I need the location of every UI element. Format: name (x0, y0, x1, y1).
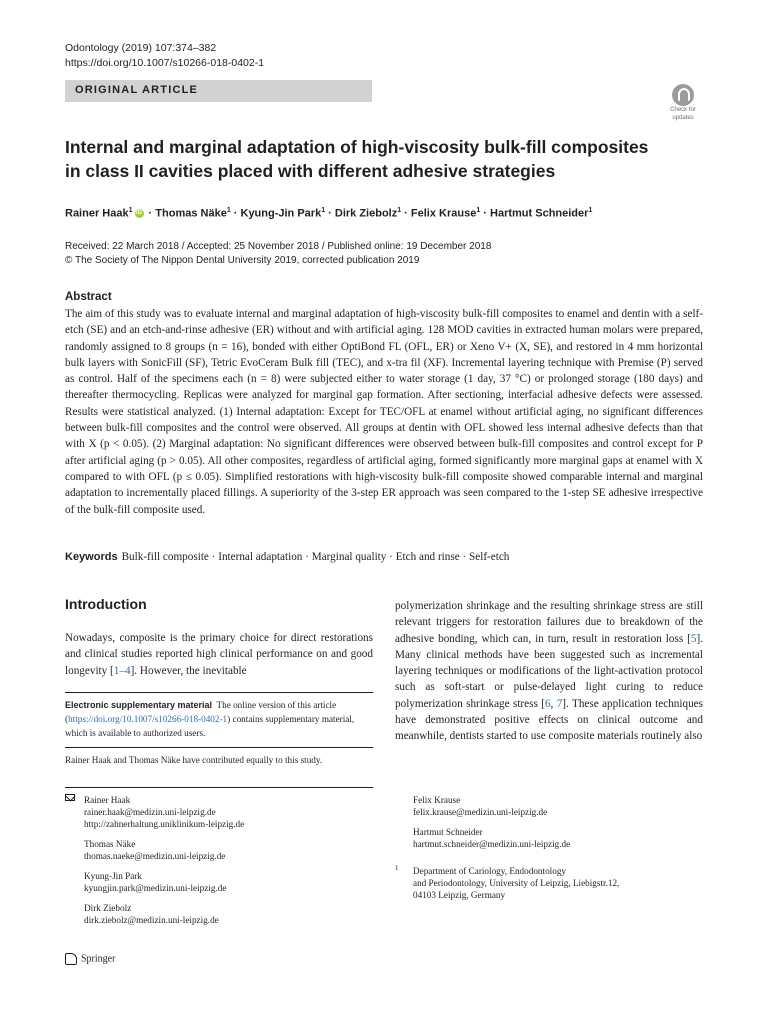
contact-name: Hartmut Schneider (413, 827, 483, 837)
orcid-icon[interactable]: iD (136, 210, 142, 217)
intro-text: ]. However, the inevitable (130, 664, 247, 677)
article-title (65, 135, 705, 183)
dates-line1: Received: 22 March 2018 / Accepted: 25 November 2018 / Published online: 19 December 2018 (65, 241, 492, 252)
contact-item (84, 794, 374, 830)
citation-link[interactable]: 5 (690, 632, 697, 645)
introduction-heading: Introduction (65, 596, 147, 612)
intro-text: ]. These application techniques have demonstrated positive effects on clinical outcome and meanwhile, dentists started to use composite materials routinely also (395, 697, 703, 743)
contact-item (413, 794, 703, 818)
author-affiliation: 1 (397, 207, 402, 214)
abstract-heading: Abstract (65, 291, 112, 303)
contact-item (84, 870, 374, 894)
publisher-name: Springer (81, 953, 116, 965)
intro-text: ]. Many clinical methods have been suggested such as incremental layering techniques or modifications of the light-activation protocol such as soft-start or pulse-delayed light curing to reduce polymerization shrinkage stress [ (395, 632, 703, 710)
contact-name: Kyung-Jin Park (84, 871, 142, 881)
supplementary-material-note (65, 698, 373, 740)
badge-line1: Check for (670, 107, 696, 113)
author-name[interactable]: Felix Krause (410, 207, 477, 220)
footnote-divider (65, 747, 373, 748)
journal-citation: Odontology (2019) 107:374–382 (65, 42, 217, 54)
affiliation-line2: and Periodontology, University of Leipzig, Liebigstr.12, (413, 878, 620, 888)
article-type-label: ORIGINAL ARTICLE (75, 84, 199, 96)
keywords-label: Keywords (65, 551, 118, 563)
badge-line2: updates (672, 114, 694, 121)
author-name[interactable]: Hartmut Schneider (490, 207, 589, 220)
introduction-left-column (65, 630, 373, 679)
publication-dates (65, 240, 491, 268)
contact-item (84, 902, 374, 926)
contact-name: Felix Krause (413, 795, 461, 805)
publisher-footer (65, 953, 115, 965)
springer-logo-icon (65, 953, 77, 965)
esm-label: Electronic supplementary material (65, 700, 213, 710)
author-name[interactable]: Rainer Haak (65, 207, 129, 220)
contact-email[interactable]: kyungjin.park@medizin.uni-leipzig.de (84, 883, 227, 893)
author-affiliation: 1 (476, 207, 481, 214)
contact-url[interactable]: http://zahnerhaltung.uniklinikum-leipzig.de (84, 819, 245, 829)
abstract-text: The aim of this study was to evaluate internal and marginal adaptation of high-viscosity bulk-fill composites to enamel and dentin with a self-etch (SE) and an etch-and-rinse adhesive (ER) without and with artificial aging. 128 MOD cavities in extracted human molars were prepared, randomly assigned to 8 groups (n = 16), bonded with either OptiBond FL (OFL, ER) or Xeno V+ (X, SE), and restored in 4 mm horizontal bulk layers with SonicFill (SF), Tetric EvoCeram Bulk fill (TEC), and x-tra fil (XF). Incremental layering technique with Premise (P) served as control. Half of the specimens each (n = 8) were subjected either to water storage (1 day, 37 °C) or prolonged storage (180 days) and thereafter thermocycling. Replicas were analyzed for marginal gap formation. After sectioning, interfacial adhesive defects were assessed. Results were statistical analyzed. (1) Internal adaptation: Except for TEC/OFL at enamel without artificial aging, no significant differences between bulk-fill composites and the control were observed. All groups at dentin with OFL showed less internal adhesive defects than that with X (p < 0.05). (2) Marginal adaptation: No significant differences were observed between bulk-fill composites and control except for P after artificial aging (p > 0.05). All other composites, regardless of artificial aging, formed significantly more marginal gaps at enamel with X compared to with OFL (p ≤ 0.05). Simplified restorations with high-viscosity bulk-fill composite showed comparable internal and marginal adaptation to incrementally placed fillings. A superiority of the 3-step ER approach was seen compared to the 1-step SE adhesive irrespective of the bulk-fill composite used. (65, 308, 703, 516)
intro-text: , (550, 697, 557, 710)
contact-item (84, 838, 374, 862)
author-affiliation: 1 (226, 207, 231, 214)
contact-email[interactable]: rainer.haak@medizin.uni-leipzig.de (84, 807, 216, 817)
journal-doi[interactable]: https://doi.org/10.1007/s10266-018-0402-1 (65, 57, 265, 69)
citation-link[interactable]: 7 (556, 697, 563, 710)
author-name[interactable]: Thomas Näke (155, 207, 227, 220)
author-list: Rainer Haak$^1$ iD · Thomas Näke$^1$ · Kyung-Jin Park$^1$ · Dirk Ziebolz$^1$ · Felix Krause$^1$ · Hartmut Schneider$^1$ (65, 207, 593, 220)
title-line1: Internal and marginal adaptation of high-viscosity bulk-fill composites (65, 137, 649, 157)
copyright-line: © The Society of The Nippon Dental University 2019, corrected publication 2019 (65, 255, 420, 266)
author-affiliation: 1 (128, 207, 133, 214)
contribution-note: Rainer Haak and Thomas Näke have contributed equally to this study. (65, 755, 323, 765)
contact-email[interactable]: dirk.ziebolz@medizin.uni-leipzig.de (84, 915, 219, 925)
envelope-icon (65, 794, 75, 801)
author-name[interactable]: Kyung-Jin Park (240, 207, 322, 220)
author-affiliation: 1 (588, 207, 593, 214)
citation-link[interactable]: 6 (544, 697, 551, 710)
affiliation-line3: 04103 Leipzig, Germany (413, 890, 506, 900)
affiliation (413, 865, 703, 901)
contact-name: Dirk Ziebolz (84, 903, 132, 913)
introduction-right-column (395, 598, 703, 745)
contact-email[interactable]: felix.krause@medizin.uni-leipzig.de (413, 807, 548, 817)
contact-email[interactable]: hartmut.schneider@medizin.uni-leipzig.de (413, 839, 571, 849)
intro-text: polymerization shrinkage and the resulting shrinkage stress are still relevant triggers for restoration failures due to breakdown of the adhesive bonding, which can, in turn, result in restoration loss [ (395, 600, 703, 645)
affiliation-number: 1 (395, 864, 399, 872)
keywords-text: Bulk-fill composite · Internal adaptation · Marginal quality · Etch and rinse · Self-etch (121, 551, 510, 563)
affiliation-line1: Department of Cariology, Endodontology (413, 866, 567, 876)
esm-text: ) contains supplementary material, which is available to authorized users. (65, 714, 355, 738)
author-name[interactable]: Dirk Ziebolz (334, 207, 398, 220)
esm-text: The online version of this article ( (65, 700, 337, 724)
author-affiliation: 1 (321, 207, 326, 214)
check-for-updates-badge[interactable] (664, 84, 702, 124)
title-line2: in class II cavities placed with different adhesive strategies (65, 161, 556, 181)
article-type-banner (65, 80, 372, 102)
footnote-divider (65, 692, 373, 693)
contact-item (413, 826, 703, 850)
contact-name: Rainer Haak (84, 795, 131, 805)
check-for-updates-icon (672, 84, 694, 106)
keywords (65, 549, 705, 565)
contacts-right (413, 794, 703, 858)
esm-link[interactable]: https://doi.org/10.1007/s10266-018-0402-1 (68, 714, 228, 724)
citation-link[interactable]: 1–4 (113, 664, 131, 677)
contact-name: Thomas Näke (84, 839, 136, 849)
footnote-divider (65, 787, 373, 788)
contact-email[interactable]: thomas.naeke@medizin.uni-leipzig.de (84, 851, 226, 861)
journal-header (65, 41, 264, 71)
contacts-left (84, 794, 374, 934)
intro-text: Nowadays, composite is the primary choice for direct restorations and clinical studies reported high clinical performance on and good longevity [ (65, 632, 373, 677)
